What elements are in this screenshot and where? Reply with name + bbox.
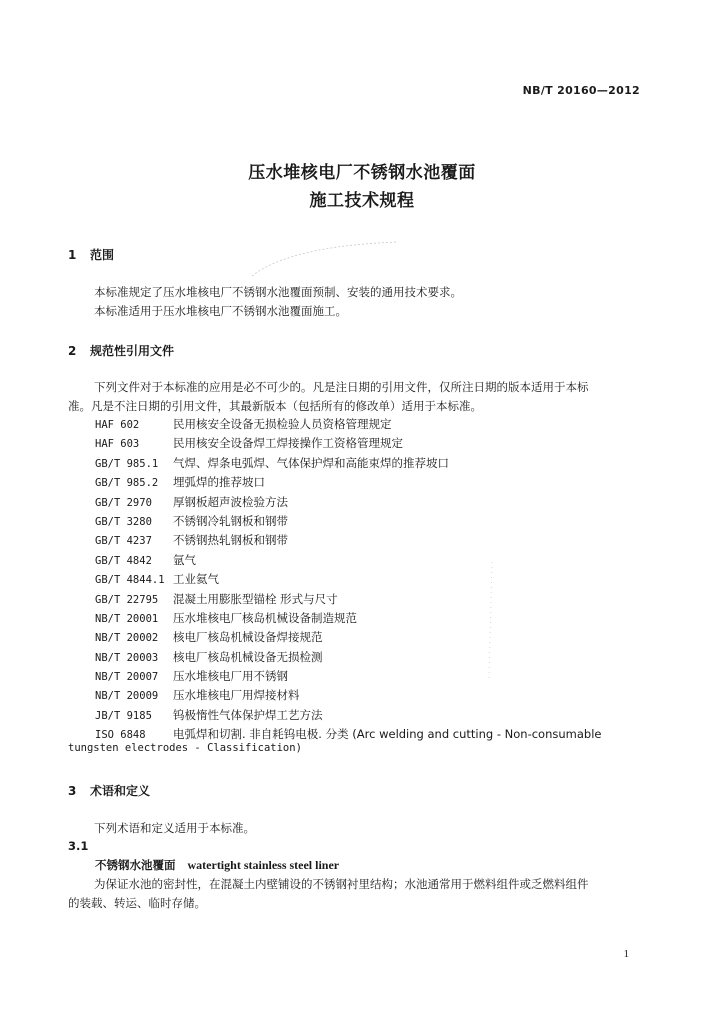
reference-code: GB/T 22795 — [95, 593, 159, 606]
term-number: 3.1 — [68, 839, 89, 853]
reference-title: 电弧焊和切割. 非自耗钨电极. 分类 (Arc welding and cutting - Non-consumable — [173, 727, 602, 742]
reference-item — [95, 454, 650, 473]
reference-item — [95, 628, 650, 647]
reference-title: 钨极惰性气体保护焊工艺方法 — [173, 707, 323, 722]
reference-item — [95, 512, 650, 531]
section-1-heading — [68, 246, 114, 263]
section-1-title: 范围 — [90, 248, 115, 262]
reference-title: 核电厂核岛机械设备焊接规范 — [173, 630, 323, 645]
document-title-line2: 施工技术规程 — [309, 191, 415, 211]
reference-code: GB/T 2970 — [95, 496, 152, 509]
reference-item — [95, 473, 650, 492]
reference-title: 气焊、焊条电弧焊、气体保护焊和高能束焊的推荐坡口 — [173, 455, 449, 470]
reference-title: 不锈钢热轧钢板和钢带 — [173, 533, 288, 548]
standard-code: NB/T 20160—2012 — [522, 84, 640, 97]
section-2-heading — [68, 342, 174, 359]
reference-item — [95, 590, 650, 609]
reference-item — [95, 551, 650, 570]
term-english: watertight stainless steel liner — [187, 858, 340, 872]
term-chinese: 不锈钢水池覆面 — [95, 858, 176, 872]
reference-item — [95, 667, 650, 686]
section-2-intro — [68, 378, 648, 416]
reference-code: GB/T 985.2 — [95, 477, 159, 490]
normative-reference-list — [95, 415, 650, 745]
section-1-body — [68, 283, 648, 321]
reference-item — [95, 648, 650, 667]
reference-item — [95, 609, 650, 628]
section-2-title: 规范性引用文件 — [90, 344, 175, 358]
section-1-number: 1 — [68, 248, 77, 262]
term-entry — [95, 857, 339, 873]
section-2-intro-line-1: 下列文件对于本标准的应用是必不可少的。凡是注日期的引用文件，仅所注日期的版本适用于本标 — [94, 380, 589, 394]
reference-item — [95, 570, 650, 589]
reference-item — [95, 434, 650, 453]
iso-reference-continuation: tungsten electrodes - Classification) — [68, 742, 302, 754]
reference-title: 厚钢板超声波检验方法 — [173, 494, 288, 509]
section-1-para-1: 本标准规定了压水堆核电厂不锈钢水池覆面预制、安装的通用技术要求。 — [94, 285, 462, 299]
reference-code: JB/T 9185 — [95, 709, 152, 722]
reference-title: 民用核安全设备无损检验人员资格管理规定 — [173, 417, 392, 431]
reference-code: GB/T 4237 — [95, 535, 152, 548]
reference-code: GB/T 3280 — [95, 515, 152, 528]
section-3-title: 术语和定义 — [90, 784, 151, 798]
reference-item — [95, 531, 650, 550]
reference-title: 埋弧焊的推荐坡口 — [173, 475, 265, 490]
reference-item — [95, 493, 650, 512]
reference-code: NB/T 20001 — [95, 612, 159, 625]
section-3-number: 3 — [68, 784, 77, 798]
reference-title: 核电厂核岛机械设备无损检测 — [173, 649, 323, 664]
term-definition — [68, 875, 648, 913]
section-1-para-2: 本标准适用于压水堆核电厂不锈钢水池覆面施工。 — [94, 304, 347, 318]
reference-code: GB/T 4842 — [95, 554, 152, 567]
section-3-intro — [68, 819, 648, 838]
reference-code: NB/T 20003 — [95, 651, 159, 664]
reference-title: 不锈钢冷轧钢板和钢带 — [173, 513, 288, 528]
reference-code: ISO 6848 — [95, 729, 146, 742]
reference-title: 混凝土用膨胀型锚栓 形式与尺寸 — [173, 591, 338, 606]
section-2-number: 2 — [68, 344, 77, 358]
term-definition-line-2: 的装载、转运、临时存储。 — [68, 896, 206, 910]
reference-title: 氩气 — [173, 552, 196, 567]
term-definition-line-1: 为保证水池的密封性，在混凝土内壁铺设的不锈钢衬里结构；水池通常用于燃料组件或乏燃料组件 — [94, 877, 589, 891]
section-3-heading — [68, 782, 150, 799]
reference-item — [95, 706, 650, 725]
reference-code: GB/T 4844.1 — [95, 574, 165, 587]
reference-code: NB/T 20007 — [95, 671, 159, 684]
reference-code: GB/T 985.1 — [95, 457, 159, 470]
section-2-intro-line-2: 准。凡是不注日期的引用文件，其最新版本（包括所有的修改单）适用于本标准。 — [68, 399, 482, 413]
reference-code: NB/T 20002 — [95, 632, 159, 645]
scan-artifact-curve — [250, 238, 400, 278]
reference-item — [95, 415, 650, 434]
reference-item — [95, 686, 650, 705]
reference-code: HAF 602 — [95, 419, 140, 431]
document-title-line1: 压水堆核电厂不锈钢水池覆面 — [248, 163, 476, 183]
reference-code: HAF 603 — [95, 438, 140, 451]
reference-title: 压水堆核电厂核岛机械设备制造规范 — [173, 610, 357, 625]
section-3-intro-text: 下列术语和定义适用于本标准。 — [94, 821, 255, 835]
reference-title: 民用核安全设备焊工焊接操作工资格管理规定 — [173, 436, 403, 451]
page-number: 1 — [623, 948, 629, 960]
reference-title: 压水堆核电厂用焊接材料 — [173, 688, 300, 703]
reference-code: NB/T 20009 — [95, 690, 159, 703]
reference-title: 压水堆核电厂用不锈钢 — [173, 669, 288, 684]
reference-title: 工业氦气 — [173, 572, 219, 587]
